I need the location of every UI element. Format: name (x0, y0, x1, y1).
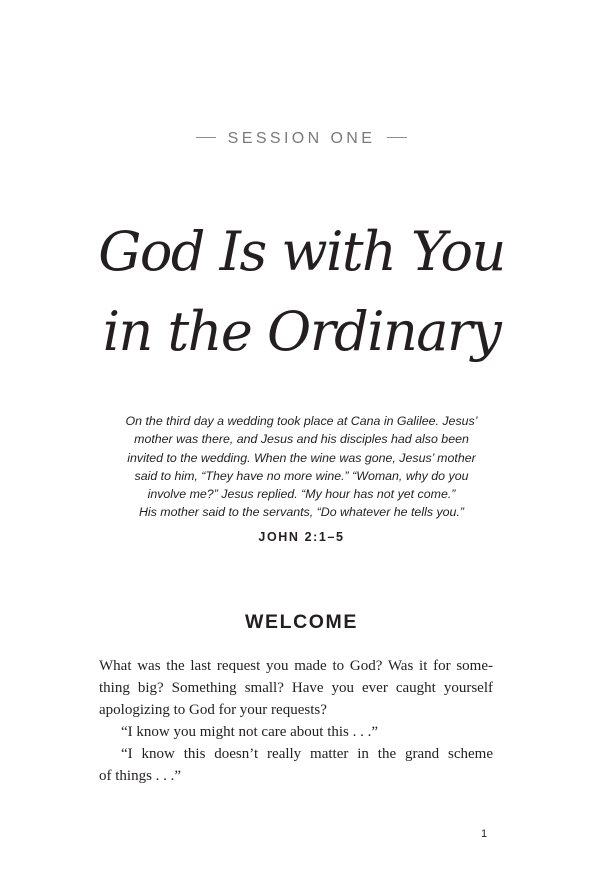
body-line: “I know this doesn’t really matter in the grand scheme (121, 746, 493, 762)
body-line: What was the last request you made to God? Was it for some- (99, 658, 493, 674)
chapter-title-line-1: God Is with You (98, 220, 505, 283)
chapter-title (0, 212, 603, 372)
epigraph (80, 412, 523, 522)
epigraph-line: His mother said to the servants, “Do whatever he tells you.” (138, 505, 465, 520)
body-line: thing big? Something small? Have you ever caught yourself (99, 680, 493, 696)
session-label (0, 130, 603, 148)
body-line: of things . . .” (99, 768, 182, 784)
epigraph-line: invited to the wedding. When the wine was gone, Jesus’ mother (127, 450, 476, 465)
chapter-title-line-2: in the Ordinary (102, 300, 501, 363)
section-heading: WELCOME (244, 611, 359, 633)
session-label-text: SESSION ONE (227, 130, 376, 147)
epigraph-line: On the third day a wedding took place at Cana in Galilee. Jesus’ (125, 414, 478, 428)
epigraph-line: involve me?” Jesus replied. “My hour has not yet come.” (147, 487, 456, 502)
right-rule (387, 137, 407, 138)
epigraph-line: said to him, “They have no more wine.” “Woman, why do you (134, 468, 469, 483)
scripture-reference: JOHN 2:1–5 (258, 530, 345, 544)
epigraph-line: mother was there, and Jesus and his disciples had also been (134, 432, 469, 447)
body-text (99, 655, 493, 787)
body-line: apologizing to God for your requests? (99, 702, 327, 718)
body-line: “I know you might not care about this . . .” (121, 724, 379, 740)
page-number: 1 (481, 828, 488, 840)
left-rule (196, 137, 216, 138)
